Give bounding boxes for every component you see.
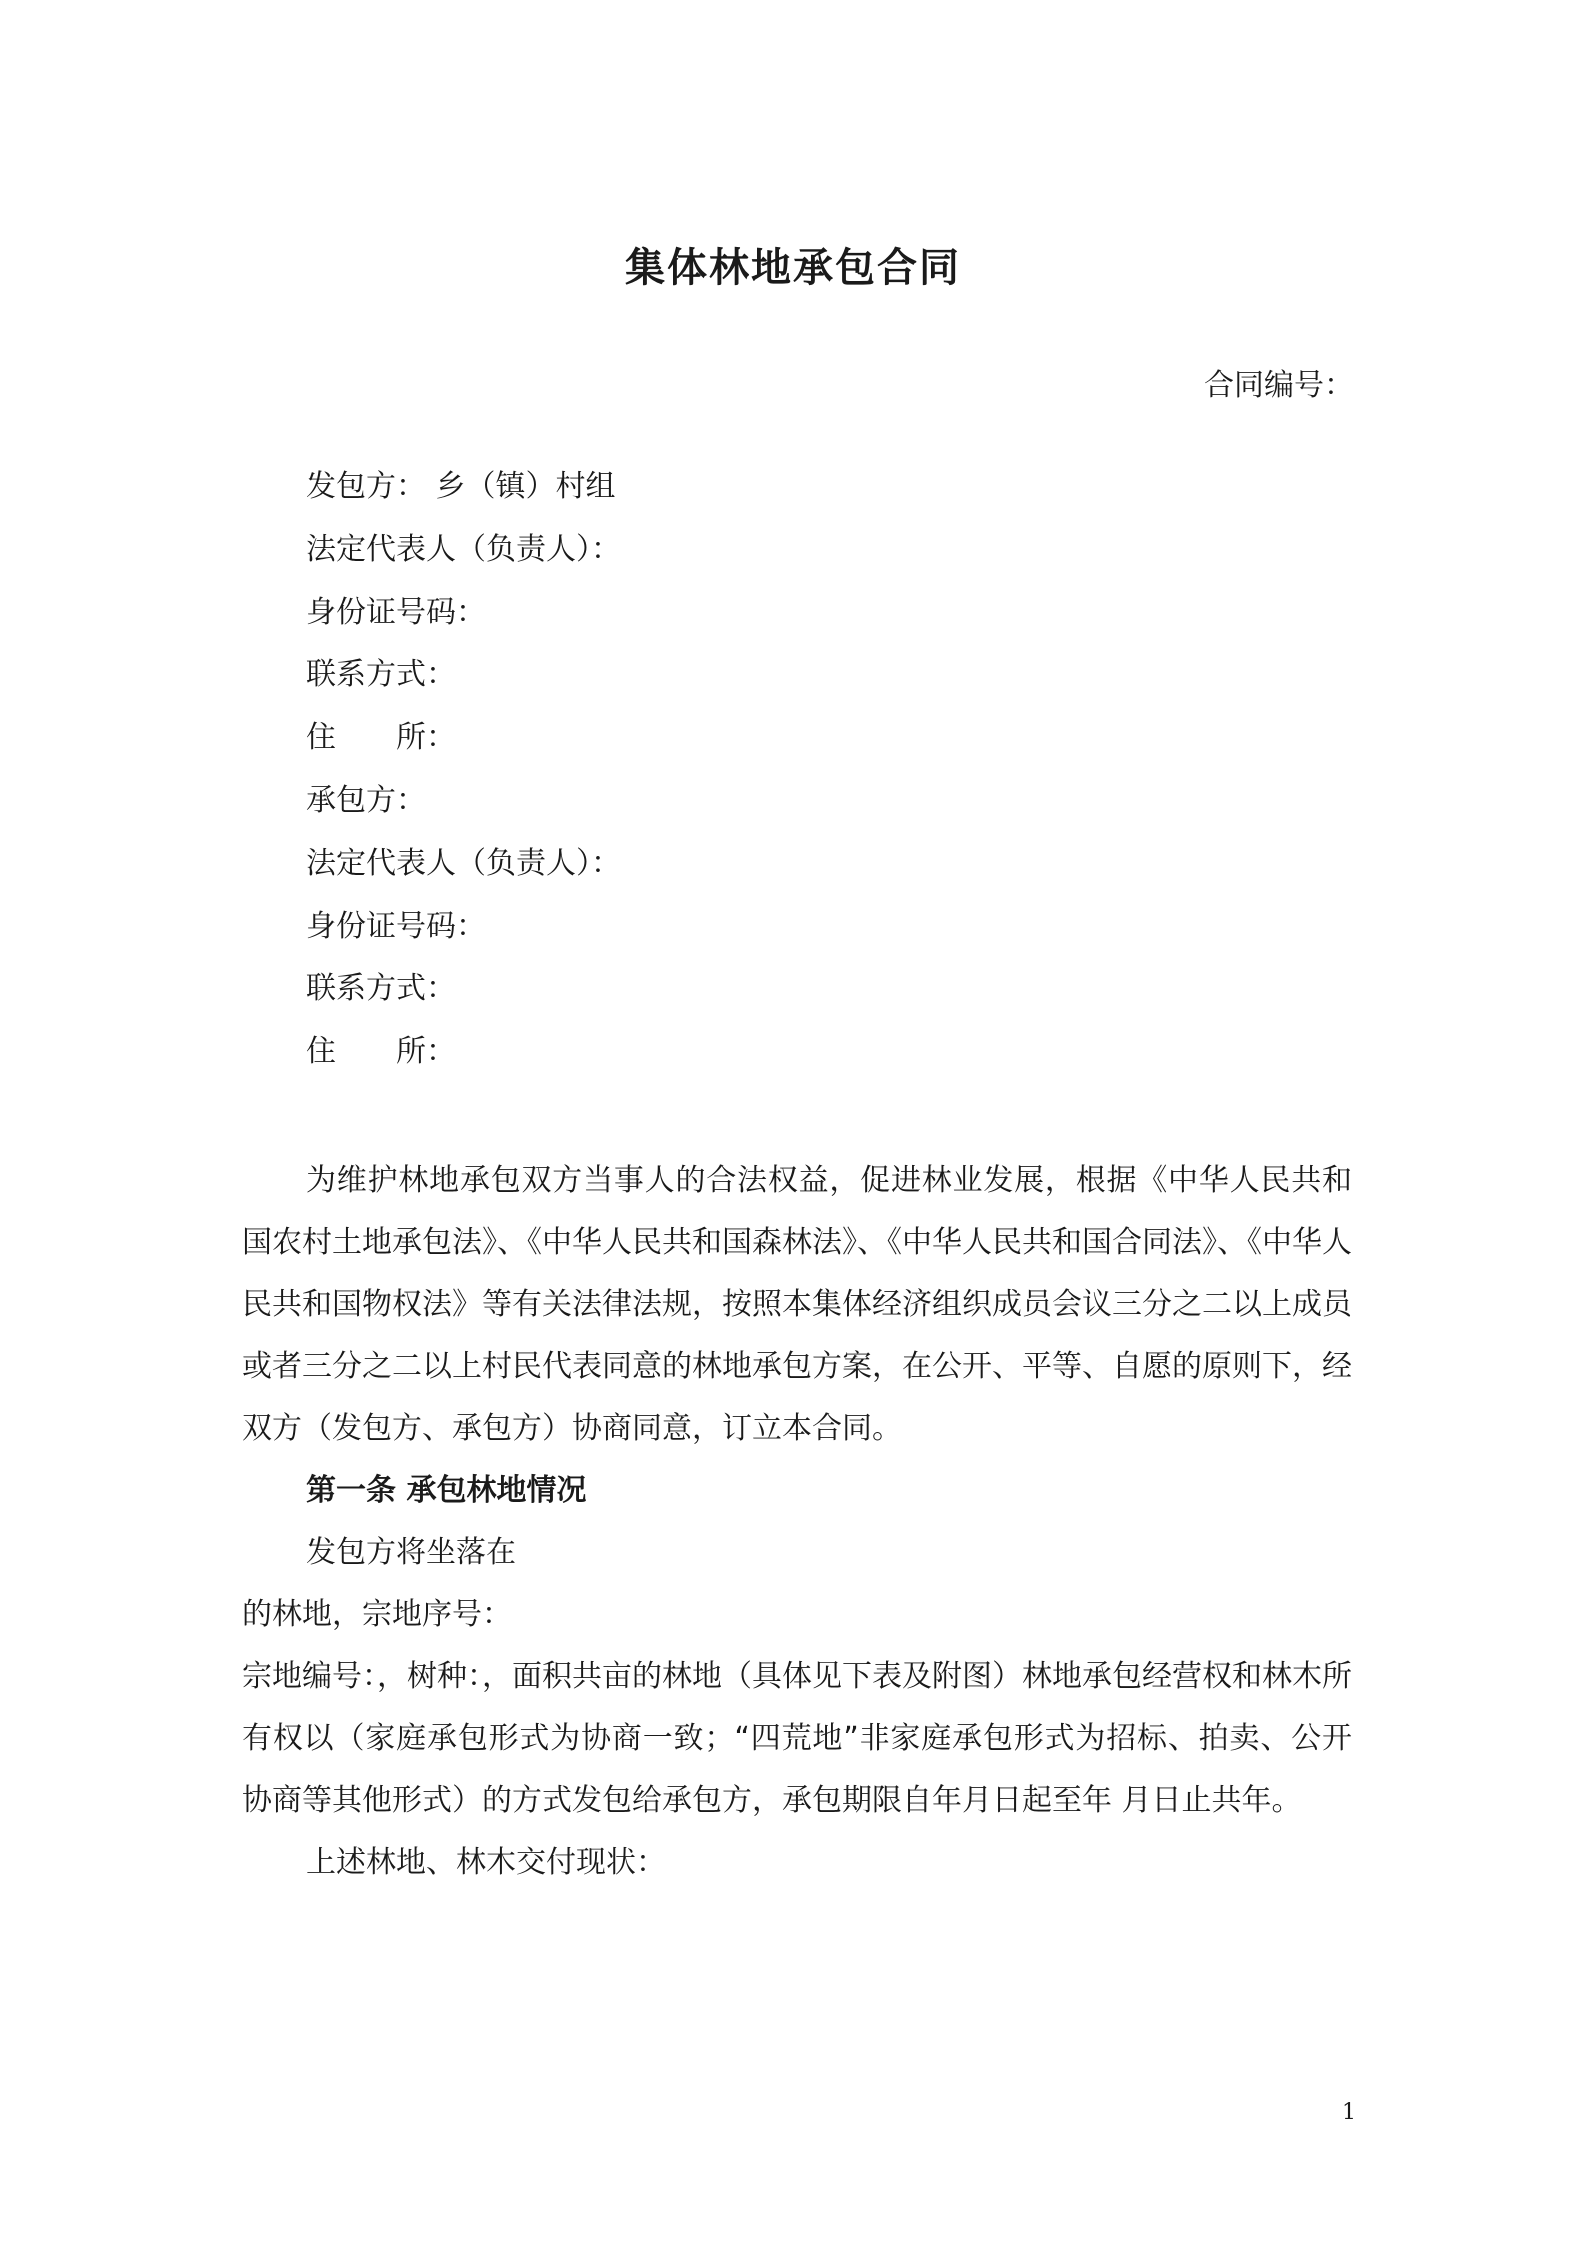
article-1-line-4: 上述林地、林木交付现状： (306, 1845, 666, 1880)
contractor-address-label-a: 住 (306, 1034, 336, 1070)
employer-legal-rep: 法定代表人（负责人）： (306, 531, 621, 567)
employer-location: 乡（镇）村组 (435, 469, 616, 504)
article-1-line-2: 的林地，宗地序号： (242, 1597, 512, 1632)
employer-contact: 联系方式： (306, 657, 456, 693)
employer-label: 发包方： (306, 469, 426, 504)
page-number: 1 (1342, 2100, 1356, 2125)
contractor-address (306, 1030, 621, 1093)
contractor-id: 身份证号码： (306, 908, 486, 944)
document-title: 集体林地承包合同 (625, 244, 961, 291)
contractor-contact: 联系方式： (306, 971, 456, 1007)
employer-address (306, 716, 621, 779)
preamble-paragraph: 为维护林地承包双方当事人的合法权益，促进林业发展，根据《中华人民共和国农村土地承包法》、《中华人民共和国森林法》、《中华人民共和国合同法》、《中华人民共和国物权法》等有关法律法规，按照本集体经济组织成员会议三分之二以上成员或者三分之二以上村民代表同意的林地承包方案，在公开、平等、自愿的原则下，经双方（发包方、承包方）协商同意，订立本合同。 (242, 1163, 1352, 1446)
contractor-address-label-b: 所： (396, 1034, 456, 1070)
article-1-paragraph: 宗地编号：，树种：，面积共亩的林地（具体见下表及附图）林地承包经营权和林木所有权以（家庭承包形式为协商一致；“四荒地”非家庭承包形式为招标、拍卖、公开协商等其他形式）的方式发包给承包方，承包期限自年月日起至年 月日止共年。 (242, 1659, 1352, 1818)
employer-address-label-a: 住 (306, 720, 336, 756)
contractor-label: 承包方： (306, 782, 426, 818)
article-1-line-1: 发包方将坐落在 (306, 1535, 516, 1570)
employer-id: 身份证号码： (306, 594, 486, 630)
employer-address-label-b: 所： (396, 720, 456, 756)
employer-line (306, 465, 621, 528)
contract-number-label: 合同编号： (1204, 368, 1354, 403)
article-1-heading: 第一条 承包林地情况 (306, 1473, 587, 1508)
contractor-legal-rep: 法定代表人（负责人）： (306, 845, 621, 881)
parties-section (306, 465, 621, 1093)
contract-body (242, 1150, 1352, 1894)
